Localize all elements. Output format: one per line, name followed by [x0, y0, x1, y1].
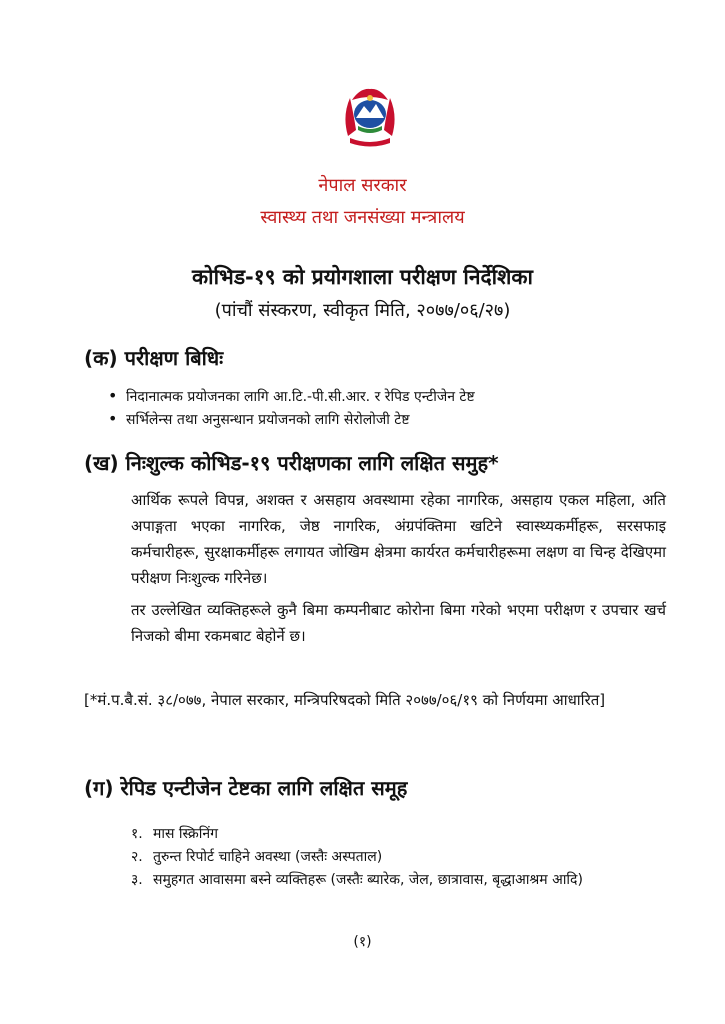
list-item: • सर्भिलेन्स तथा अनुसन्धान प्रयोजनको लागि सेरोलोजी टेष्ट: [108, 408, 475, 431]
section-ka-list: [108, 385, 475, 431]
item-text: समुहगत आवासमा बस्ने व्यक्तिहरू (जस्तैः ब्यारेक, जेल, छात्रावास, बृद्धाआश्रम आदि): [153, 872, 583, 888]
item-number: २.: [131, 849, 143, 865]
footnote: [*मं.प.बै.सं. ३८/०७७, नेपाल सरकार, मन्त्रिपरिषदको मिति २०७७/०६/१९ को निर्णयमा आधारित]: [84, 691, 606, 709]
section-ga-list: [131, 823, 583, 892]
section-kha-heading: (ख) निःशुल्क कोभिड-१९ परीक्षणका लागि लक्षित समुह*: [84, 451, 499, 475]
list-item: [131, 823, 583, 846]
document-subtitle: (पांचौं संस्करण, स्वीकृत मिति, २०७७/०६/२७): [214, 300, 511, 321]
document-title: कोभिड-१९ को प्रयोगशाला परीक्षण निर्देशिका: [192, 265, 533, 289]
section-ga-heading: (ग) रेपिड एन्टीजेन टेष्टका लागि लक्षित समूह: [84, 776, 408, 800]
list-item: [131, 869, 583, 892]
ministry-name: स्वास्थ्य तथा जनसंख्या मन्त्रालय: [260, 207, 465, 228]
section-kha-paragraph-2: तर उल्लेखित व्यक्तिहरूले कुनै बिमा कम्पनीबाट कोरोना बिमा गरेको भएमा परीक्षण र उपचार खर्च निजको बीमा रकमबाट बेहोर्ने छ।: [131, 601, 666, 645]
item-number: १.: [131, 826, 143, 842]
item-number: ३.: [131, 872, 143, 888]
nepal-emblem-icon: [340, 86, 400, 148]
section-kha-paragraph-1: आर्थिक रूपले विपन्न, अशक्त र असहाय अवस्थामा रहेका नागरिक, असहाय एकल महिला, अति अपाङ्गता भएका नागरिक, जेष्ठ नागरिक, अंग्रपंक्तिमा खटिने स्वास्थ्यकर्मीहरू, सरसफाइ कर्मचारीहरू, सुरक्षाकर्मीहरू लगायत जोखिम क्षेत्रमा कार्यरत कर्मचारीहरूमा लक्षण वा चिन्ह देखिएमा परीक्षण निःशुल्क गरिनेछ।: [131, 491, 666, 587]
list-item: [131, 846, 583, 869]
item-text: तुरुन्त रिपोर्ट चाहिने अवस्था (जस्तैः अस्पताल): [153, 849, 383, 865]
item-text: मास स्क्रिनिंग: [153, 826, 219, 842]
page-number: (१): [353, 934, 372, 950]
list-item: • निदानात्मक प्रयोजनका लागि आ.टि.-पी.सी.आर. र रेपिड एन्टीजेन टेष्ट: [108, 385, 475, 408]
section-ka-heading: (क) परीक्षण बिधिः: [84, 346, 224, 370]
government-name: नेपाल सरकार: [318, 175, 407, 196]
